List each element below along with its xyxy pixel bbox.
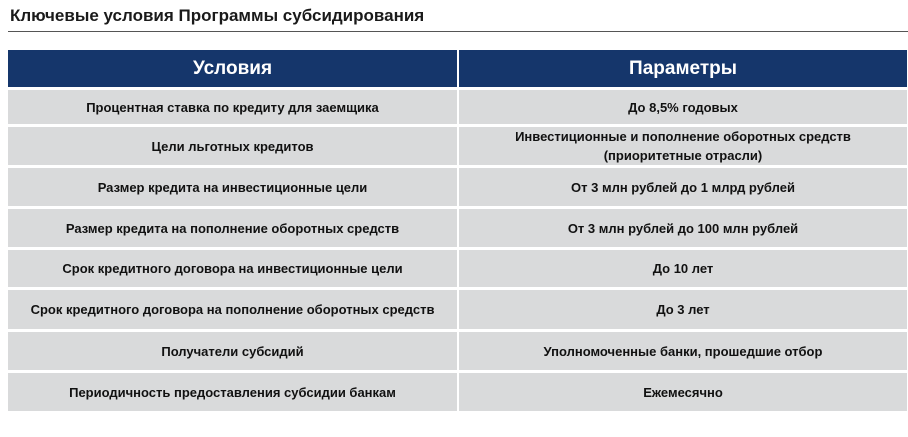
column-header-parameters: Параметры xyxy=(459,50,907,87)
condition-cell: Размер кредита на пополнение оборотных средств xyxy=(8,206,459,247)
condition-cell: Срок кредитного договора на инвестиционные цели xyxy=(8,247,459,287)
parameter-cell: До 3 лет xyxy=(459,287,907,329)
table-row xyxy=(8,287,907,329)
parameter-cell: Ежемесячно xyxy=(459,370,907,411)
table-row xyxy=(8,329,907,370)
parameter-cell: От 3 млн рублей до 100 млн рублей xyxy=(459,206,907,247)
table-header-row xyxy=(8,50,907,87)
condition-cell: Получатели субсидий xyxy=(8,329,459,370)
page-title: Ключевые условия Программы субсидирования xyxy=(10,6,425,25)
table-row xyxy=(8,165,907,206)
condition-cell: Процентная ставка по кредиту для заемщика xyxy=(8,87,459,124)
table-row xyxy=(8,247,907,287)
table-row xyxy=(8,87,907,124)
conditions-table xyxy=(8,50,907,411)
parameter-cell: От 3 млн рублей до 1 млрд рублей xyxy=(459,165,907,206)
column-header-conditions: Условия xyxy=(8,50,459,87)
parameter-cell: До 8,5% годовых xyxy=(459,87,907,124)
condition-cell: Срок кредитного договора на пополнение оборотных средств xyxy=(8,287,459,329)
condition-cell: Цели льготных кредитов xyxy=(8,124,459,165)
parameter-cell: Уполномоченные банки, прошедшие отбор xyxy=(459,329,907,370)
title-divider xyxy=(8,31,908,32)
parameter-cell: Инвестиционные и пополнение оборотных средств (приоритетные отрасли) xyxy=(459,124,907,165)
condition-cell: Размер кредита на инвестиционные цели xyxy=(8,165,459,206)
parameter-cell: До 10 лет xyxy=(459,247,907,287)
condition-cell: Периодичность предоставления субсидии банкам xyxy=(8,370,459,411)
table-row xyxy=(8,124,907,165)
table-row xyxy=(8,206,907,247)
table-row xyxy=(8,370,907,411)
